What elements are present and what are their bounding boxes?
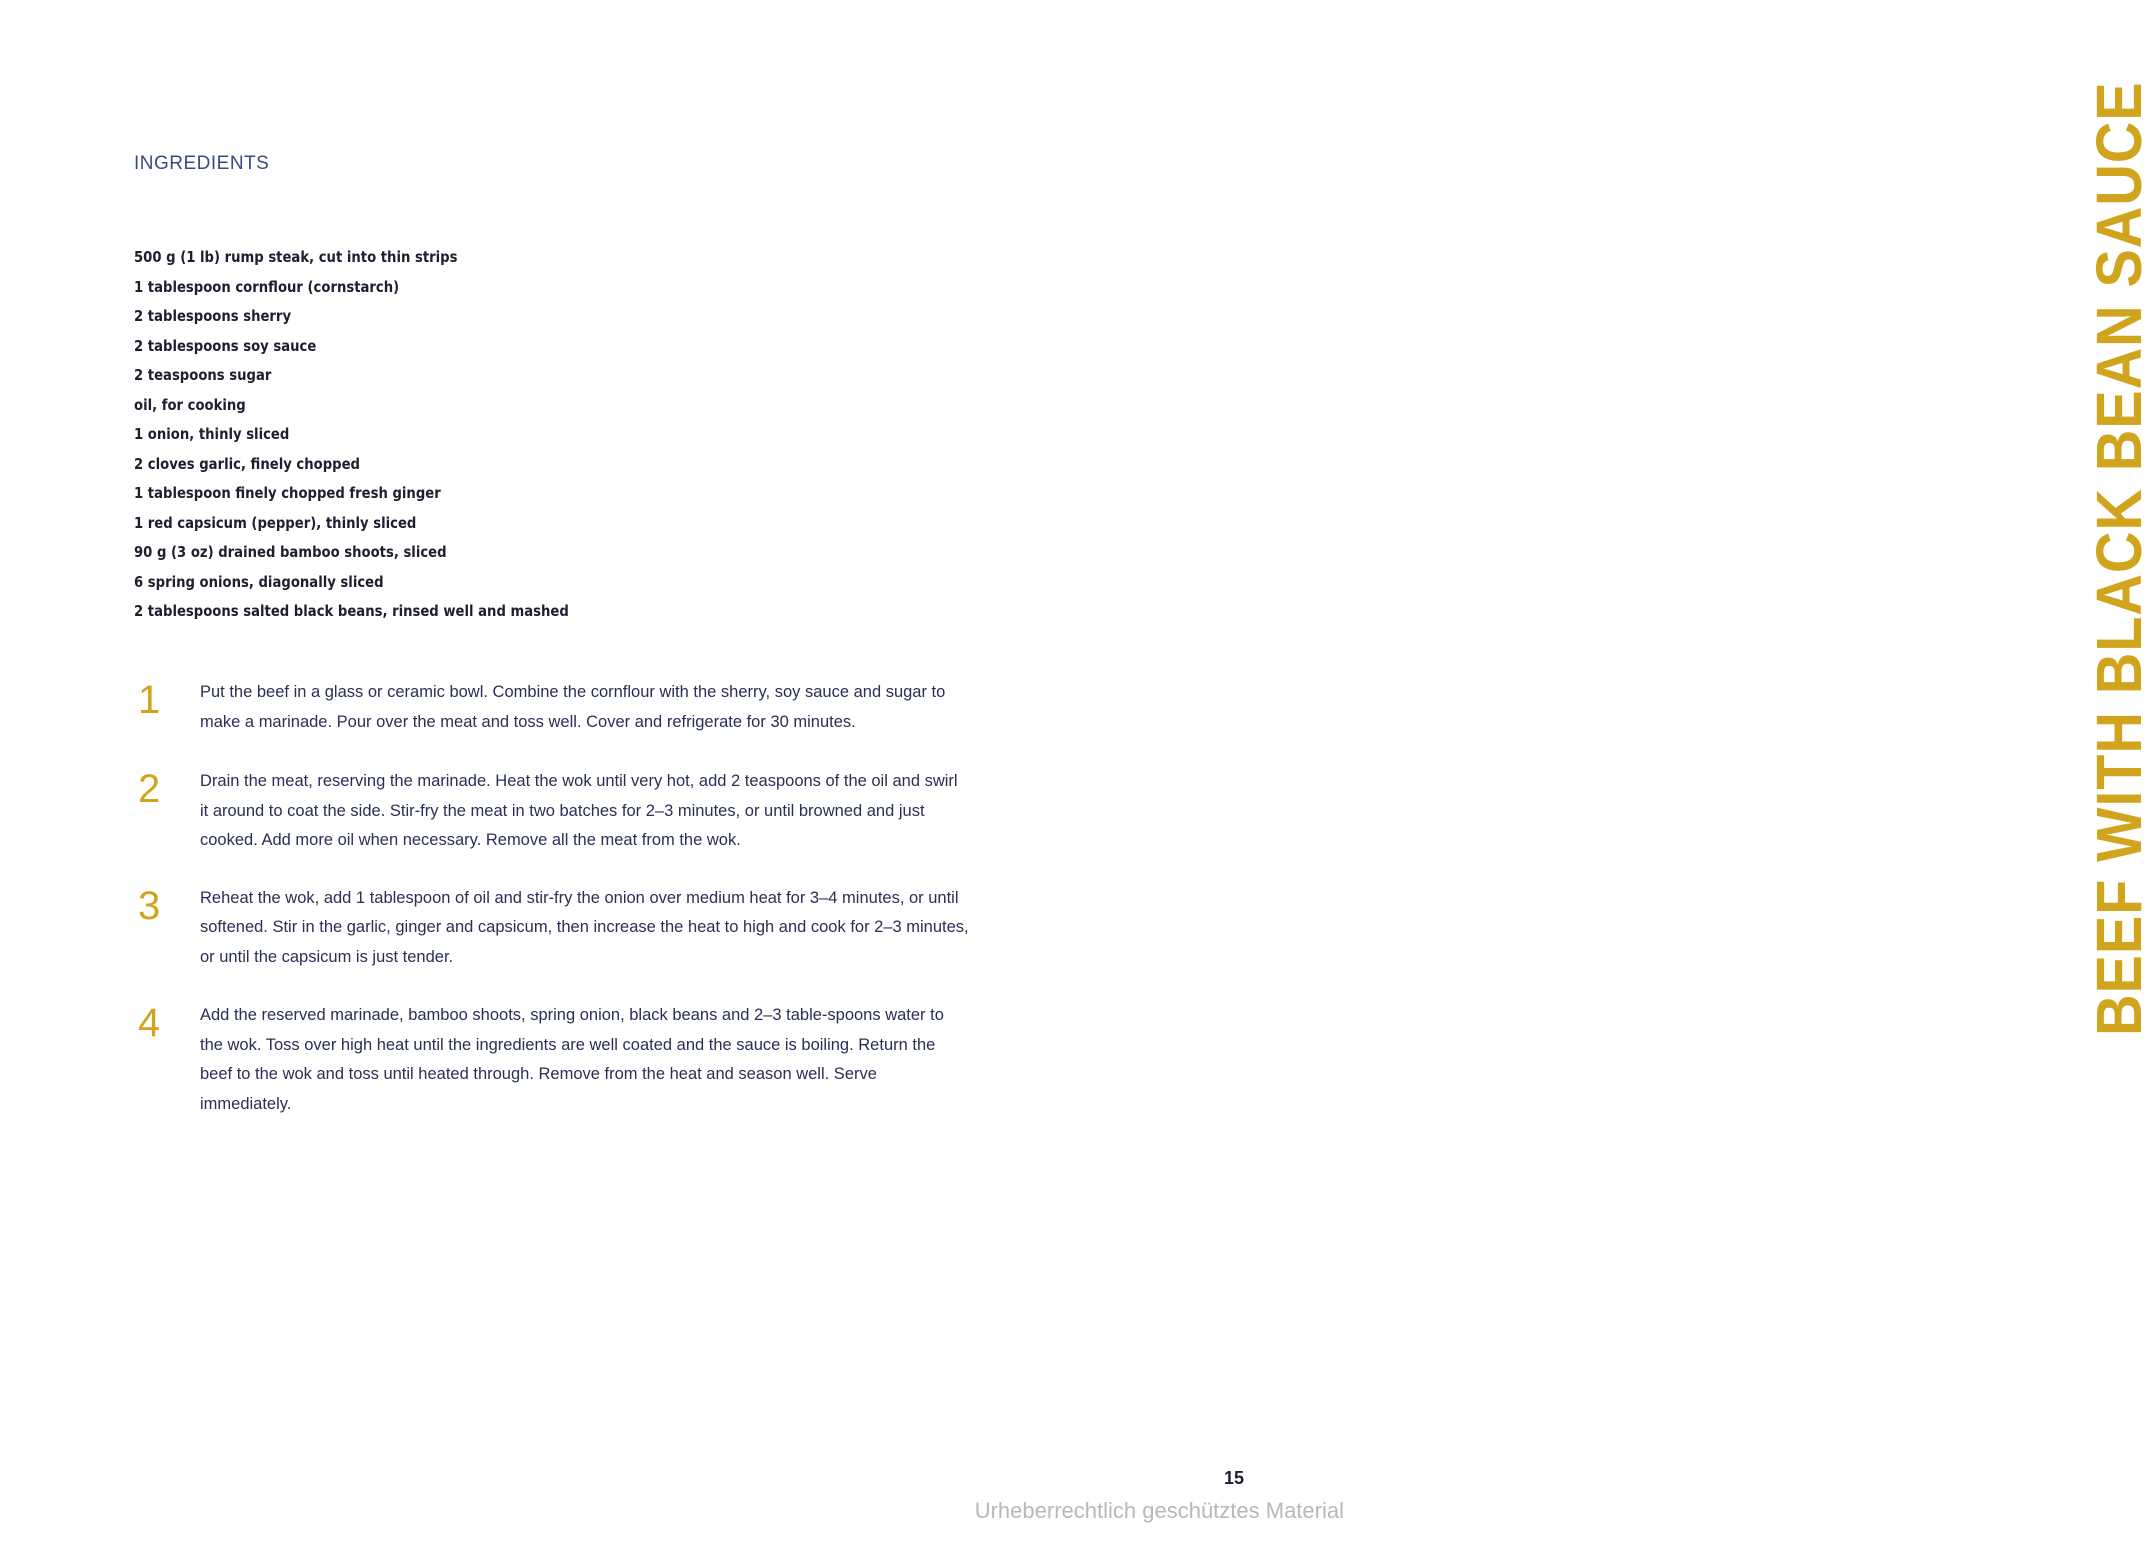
step-number: 3 bbox=[138, 883, 161, 928]
ingredients-heading: INGREDIENTS bbox=[134, 153, 270, 174]
page-number: 15 bbox=[1223, 1468, 1244, 1488]
copyright-watermark: Urheberrechtlich geschütztes Material bbox=[974, 1498, 1344, 1523]
ingredient-item: 1 red capsicum (pepper), thinly sliced bbox=[134, 513, 417, 532]
ingredient-item: 6 spring onions, diagonally sliced bbox=[134, 572, 384, 591]
ingredient-item: 1 tablespoon cornflour (cornstarch) bbox=[134, 277, 400, 296]
recipe-title-container bbox=[1178, 81, 2155, 1036]
method-step bbox=[134, 767, 974, 856]
ingredient-item: 2 tablespoons salted black beans, rinsed well and mashed bbox=[134, 602, 569, 620]
ingredient-item: 500 g (1 lb) rump steak, cut into thin strips bbox=[134, 248, 458, 266]
ingredient-item: 2 tablespoons sherry bbox=[134, 307, 292, 325]
ingredients-list bbox=[134, 243, 628, 627]
ingredient-item: 2 cloves garlic, finely chopped bbox=[134, 454, 361, 473]
ingredient-item: 1 tablespoon finely chopped fresh ginger bbox=[134, 484, 441, 502]
step-text: Drain the meat, reserving the marinade. Heat the wok until very hot, add 2 teaspoons of the oil and swirl it around to coat the side. Stir-fry the meat in two batches for 2–3 minutes, or until browned and just cooked. Add more oil when necessary. Remove all the meat from the wok. bbox=[200, 772, 958, 849]
step-text: Add the reserved marinade, bamboo shoots, spring onion, black beans and 2–3 table-spoons water to the wok. Toss over high heat until the ingredients are well coated and the sauce is boiling. Return the beef to the wok and toss until heated through. Remove from the heat and season well. Serve immediately. bbox=[200, 1006, 944, 1113]
ingredient-item: 2 tablespoons soy sauce bbox=[134, 336, 317, 355]
method-step bbox=[134, 884, 974, 973]
step-number: 1 bbox=[138, 678, 161, 722]
step-text: Put the beef in a glass or ceramic bowl. Combine the cornflour with the sherry, soy sauce and sugar to make a marinade. Pour over the meat and toss well. Cover and refrigerate for 30 minutes. bbox=[200, 683, 946, 731]
ingredient-item: 90 g (3 oz) drained bamboo shoots, sliced bbox=[134, 543, 447, 561]
step-text: Reheat the wok, add 1 tablespoon of oil and stir-fry the onion over medium heat for 3–4 minutes, or until softened. Stir in the garlic, ginger and capsicum, then increase the heat to high and cook for 2–3 minutes, or until the capsicum is just tender. bbox=[200, 888, 969, 966]
method-steps bbox=[134, 678, 974, 1119]
recipe-title bbox=[1178, 81, 2155, 1036]
method-step bbox=[134, 678, 974, 737]
recipe-title-text: BEEF WITH BLACK BEAN SAUCE bbox=[2083, 81, 2155, 1036]
ingredient-item: 2 teaspoons sugar bbox=[134, 366, 272, 384]
step-number: 2 bbox=[138, 767, 161, 811]
method-step bbox=[134, 1001, 974, 1119]
ingredient-item: oil, for cooking bbox=[134, 395, 246, 414]
step-number: 4 bbox=[138, 1001, 161, 1045]
ingredient-item: 1 onion, thinly sliced bbox=[134, 425, 290, 443]
